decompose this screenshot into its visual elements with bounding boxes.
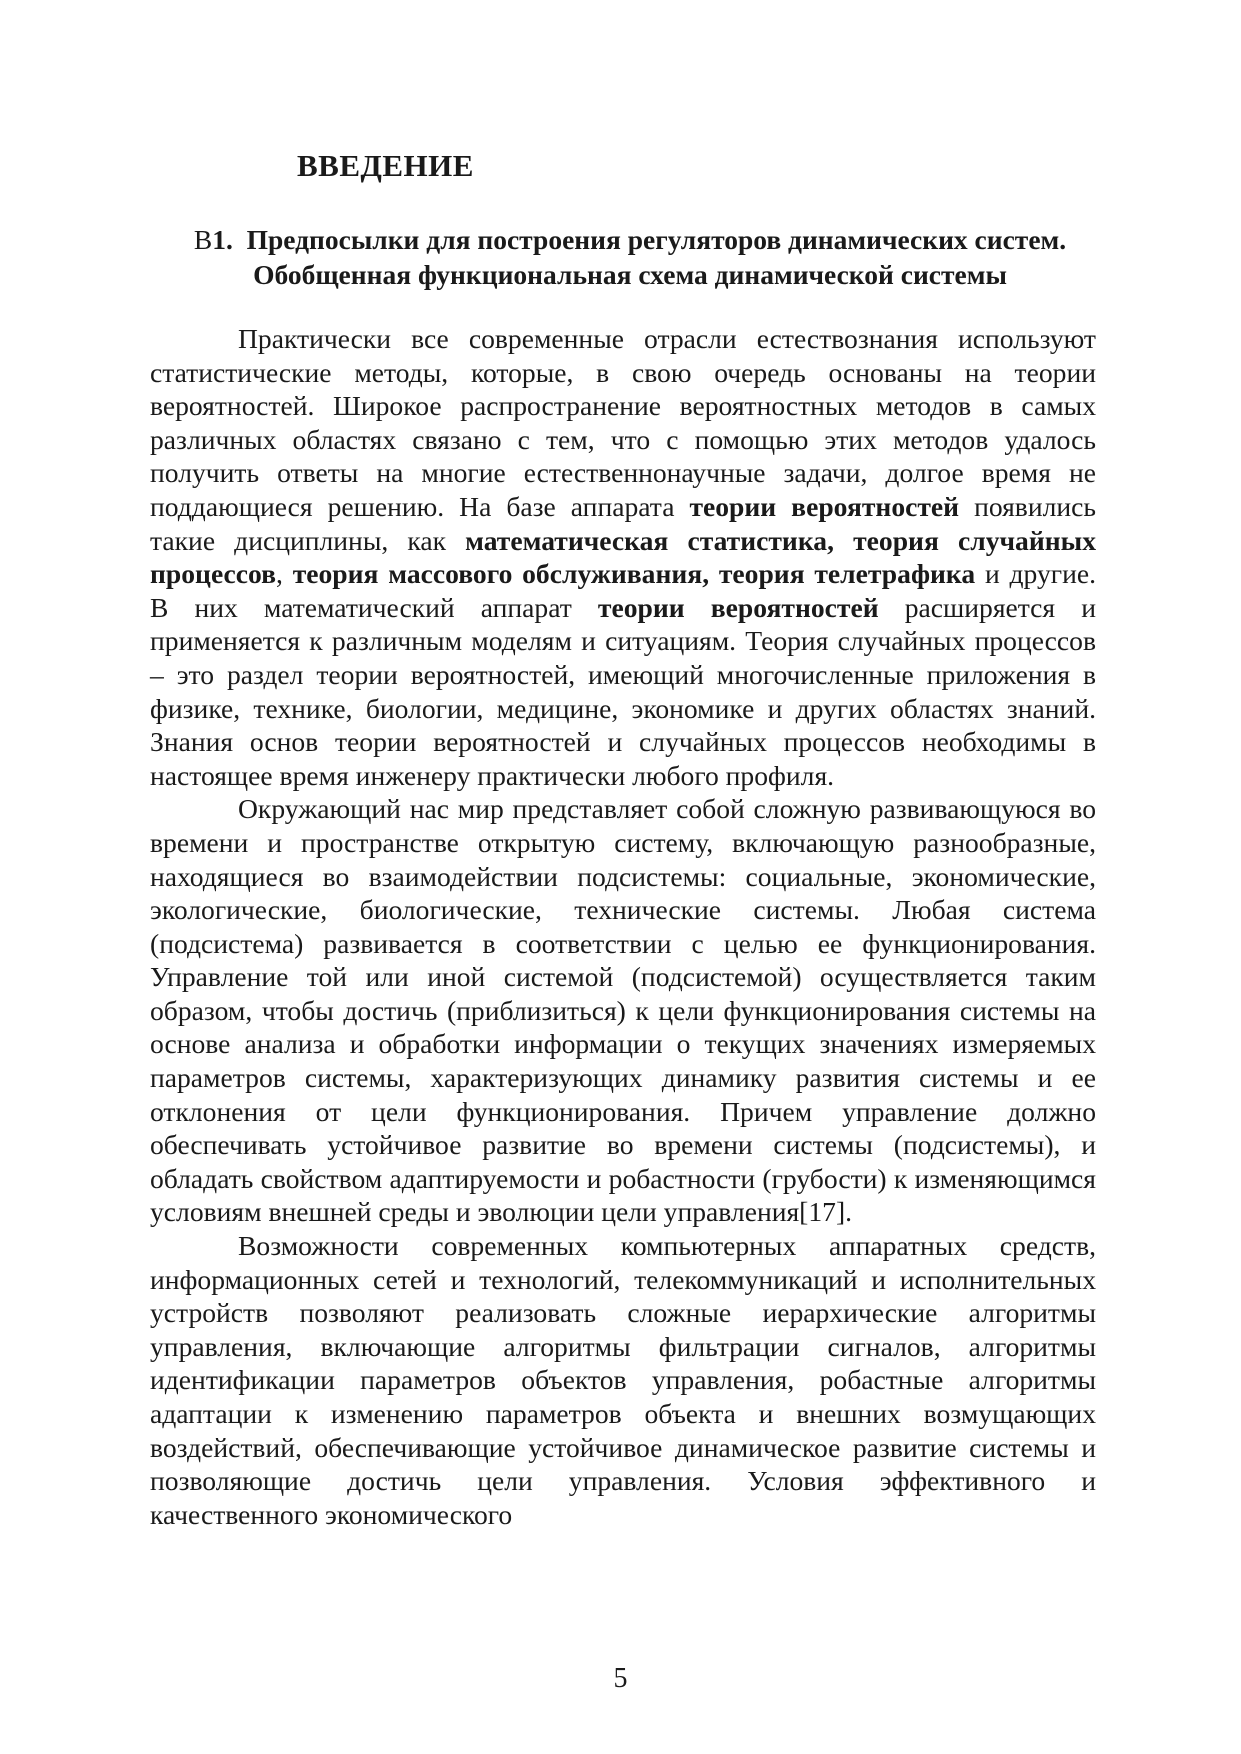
paragraph-1-text-3: , (276, 558, 293, 590)
section-heading (150, 222, 1110, 292)
paragraph-1-text-5: расширяется и применяется к различным моделям и ситуациям. Теория случайных процессов – это раздел теории вероятностей, имеющий многочисленные приложения в физике, технике, биологии, медицине, экономике и других областях знаний. Знания основ теории вероятностей и случайных процессов необходимы в настоящее время инженеру практически любого профиля. (150, 591, 1096, 791)
section-title-line1: Предпосылки для построения регуляторов динамических систем. (246, 224, 1067, 255)
section-number: 1. (212, 224, 233, 255)
paragraph-2: Окружающий нас мир представляет собой сложную развивающуюся во времени и пространстве открытую систему, включающую разнообразные, находящиеся во взаимодействии подсистемы: социальные, экономические, экологические, биологические, технические системы. Любая система (подсистема) развивается в соответствии с целью ее функционирования. Управление той или иной системой (подсистемой) осуществляется таким образом, чтобы достичь (приблизиться) к цели функционирования системы на основе анализа и обработки информации о текущих значениях измеряемых параметров системы, характеризующих динамику развития системы и ее отклонения от цели функционирования. Причем управление должно обеспечивать устойчивое развитие во времени системы (подсистемы), и обладать свойством адаптируемости и робастности (грубости) к изменяющимся условиям внешней среды и эволюции цели управления[17]. (150, 793, 1096, 1228)
paragraph-1-bold-4: теории вероятностей (597, 591, 879, 623)
paragraph-1 (150, 322, 1096, 792)
section-title-line2: Обобщенная функциональная схема динамической системы (253, 259, 1007, 290)
paragraph-1-text-2: появились такие дисциплины, как (150, 490, 1096, 556)
paragraph-1-text-4: и другие. В них математический аппарат (150, 558, 1096, 623)
page-number: 5 (613, 1663, 628, 1694)
paragraph-1-text-1: Практически все современные отрасли естествознания используют статистические методы, которые, в свою очередь основаны на теории вероятностей. Широкое распространение вероятностных методов в самых различных областях связано с тем, что с помощью этих методов удалось получить ответы на многие естественнонаучные задачи, долгое время не поддающиеся решению. На базе аппарата (150, 323, 1096, 522)
body-text (150, 322, 1096, 1531)
paragraph-1-bold-2: математическая статистика, теория случайных процессов (150, 524, 1096, 590)
chapter-title: ВВЕДЕНИЕ (297, 148, 474, 183)
section-number-prefix: В (193, 224, 213, 255)
paragraph-3: Возможности современных компьютерных аппаратных средств, информационных сетей и технологий, телекоммуникаций и исполнительных устройств позволяют реализовать сложные иерархические алгоритмы управления, включающие алгоритмы фильтрации сигналов, алгоритмы идентификации параметров объектов управления, робастные алгоритмы адаптации к изменению параметров объекта и внешних возмущающих воздействий, обеспечивающие устойчивое динамическое развитие системы и позволяющие достичь цели управления. Условия эффективного и качественного экономического (150, 1230, 1096, 1530)
paragraph-1-bold-3: теория массового обслуживания, теория телетрафика (292, 558, 976, 590)
paragraph-1-bold-1: теории вероятностей (689, 490, 960, 522)
